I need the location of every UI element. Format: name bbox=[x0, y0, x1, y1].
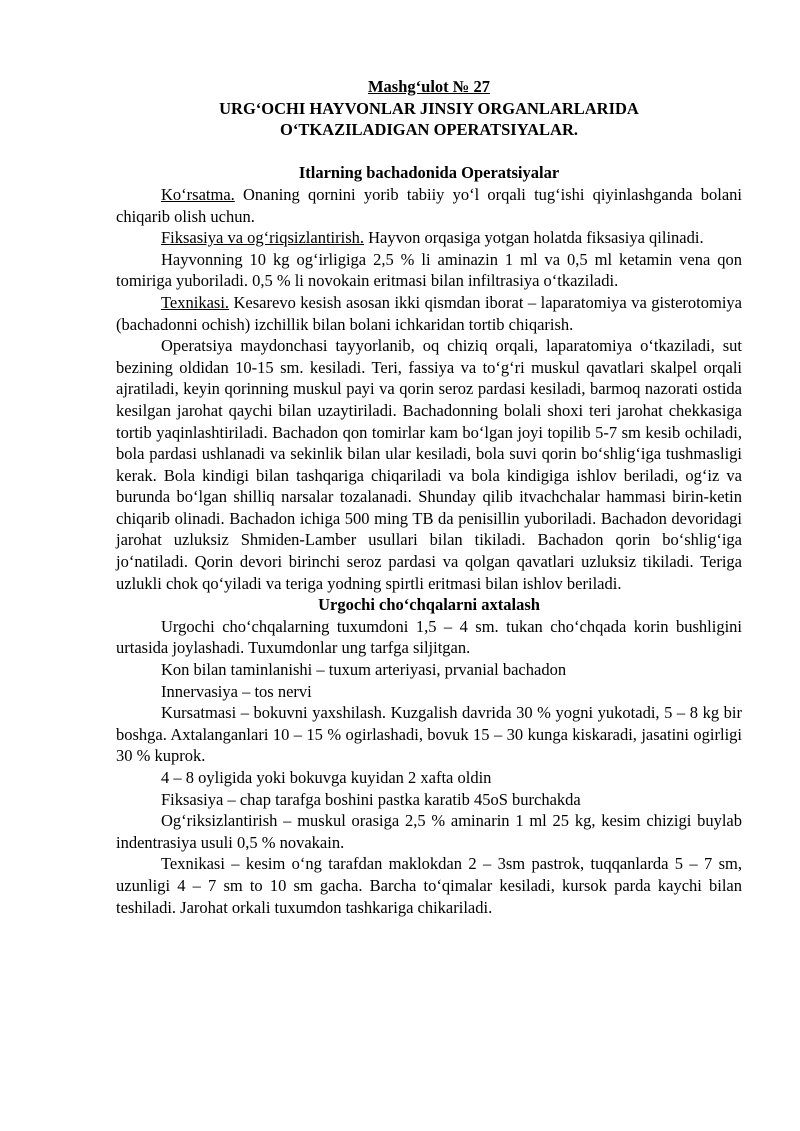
paragraph-fixation bbox=[116, 227, 742, 249]
document-page bbox=[116, 76, 742, 918]
spacer bbox=[116, 141, 742, 163]
lesson-number: Mashg‘ulot № 27 bbox=[367, 77, 490, 96]
section-heading-dog-uterus: Itlarning bachadonida Operatsiyalar bbox=[298, 163, 560, 183]
paragraph-ovary-location: Urgochi cho‘chqalarning tuxumdoni 1,5 – 4 sm. tukan cho‘chqada korin bushligini urtasida joylashadi. Tuxumdonlar ung tarfga siljitgan. bbox=[116, 616, 742, 658]
paragraph-innervation: Innervasiya – tos nervi bbox=[161, 681, 312, 701]
label-fixation: Fiksasiya va og‘riqsizlantirish. bbox=[161, 228, 365, 248]
paragraph-indication-2: Kursatmasi – bokuvni yaxshilash. Kuzgalish davrida 30 % yogni yukotadi, 5 – 8 kg bir boshga. Axtalanganlari 10 – 15 % ogirlashadi, bovuk 15 – 30 kunga kiskaradi, jasatini ogirligi 30 % kuprok. bbox=[116, 703, 742, 766]
paragraph-procedure: Operatsiya maydonchasi tayyorlanib, oq chiziq orqali, laparatomiya o‘tkaziladi, sut bezining oldidan 10-15 sm. kesiladi. Teri, fassiya va to‘g‘ri muskul qavatlari skalpel orqali ajratiladi, keyin qorinning muskul payi va qorin seroz pardasi kesiladi, barmoq nazorati ostida kesilgan jarohat qaychi bilan uzaytiriladi. Bachadonning bolali shoxi teri jarohat chekkasiga tortib yaqinlashtiriladi. Bachadon qon tomirlar kam bo‘lgan joyi topilib 5-7 sm kesib ochiladi, bola pardasi ushlanadi va sekinlik bilan ular kesiladi, bola suvi qorin bo‘shlig‘iga tushmasligi kerak. Bola kindigi bilan tashqariga chiqariladi va bola kindigiga ishlov beriladi, og‘iz va burunda bo‘lgan shilliq narsalar tozalanadi. Shunday qilib itvachchalar hammasi birin-ketin chiqarib olinadi. Bachadon ichiga 500 ming TB da penisillin yuboriladi. Bachadon devoridagi jarohat uzluksiz Shmiden-Lamber usullari bilan tikiladi. Bachadon qorin bo‘shlig‘iga jo‘natiladi. Qorin devori birinchi seroz pardasi va qolgan qavatlari uzluksiz tikiladi. Teriga uzlukli chok qo‘yiladi va teriga yodning spirtli eritmasi bilan ishlov beriladi. bbox=[116, 336, 742, 593]
section-heading-sow-castration: Urgochi cho‘chqalarni axtalash bbox=[318, 595, 540, 615]
document-title-line-1: URG‘OCHI HAYVONLAR JINSIY ORGANLARLARIDA bbox=[219, 98, 639, 118]
document-title-line-2: O‘TKAZILADIGAN OPERATSIYALAR. bbox=[280, 120, 578, 140]
paragraph-technique-2: Texnikasi – kesim o‘ng tarafdan maklokdan 2 – 3sm pastrok, tuqqanlarda 5 – 7 sm, uzunligi 4 – 7 sm to 10 sm gacha. Barcha to‘qimalar kesiladi, kursok parda kaychi bilan teshiladi. Jarohat orkali tuxumdon tashkariga chikariladi. bbox=[116, 854, 742, 917]
paragraph-indication bbox=[116, 184, 742, 227]
paragraph-technique bbox=[116, 292, 742, 335]
label-indication: Ko‘rsatma. bbox=[161, 184, 235, 204]
paragraph-fixation-2: Fiksasiya – chap tarafga boshini pastka karatib 45oS burchakda bbox=[161, 789, 581, 809]
paragraph-blood-supply: Kon bilan taminlanishi – tuxum arteriyasi, prvanial bachadon bbox=[161, 660, 567, 680]
text-indication: Onaning qornini yorib tabiiy yo‘l orqali tug‘ishi qiyinlashganda bolani chiqarib olish uchun. bbox=[116, 184, 742, 226]
text-technique: Kesarevo kesish asosan ikki qismdan iborat – laparatomiya va gisterotomiya (bachadonni ochish) izchillik bilan bolani ichkaridan tortib chiqarish. bbox=[116, 292, 742, 334]
paragraph-age: 4 – 8 oyligida yoki bokuvga kuyidan 2 xafta oldin bbox=[161, 768, 492, 787]
text-fixation: Hayvon orqasiga yotgan holatda fiksasiya qilinadi. bbox=[364, 228, 704, 248]
paragraph-anesthesia: Hayvonning 10 kg og‘irligiga 2,5 % li aminazin 1 ml va 0,5 ml ketamin vena qon tomiriga yuboriladi. 0,5 % li novokain eritmasi bilan infiltrasiya o‘tkaziladi. bbox=[116, 249, 742, 291]
label-technique: Texnikasi. bbox=[161, 292, 230, 312]
paragraph-anesthesia-2: Og‘riksizlantirish – muskul orasiga 2,5 % aminarin 1 ml 25 kg, kesim chizigi buylab indentrasiya usuli 0,5 % novakain. bbox=[116, 811, 742, 852]
